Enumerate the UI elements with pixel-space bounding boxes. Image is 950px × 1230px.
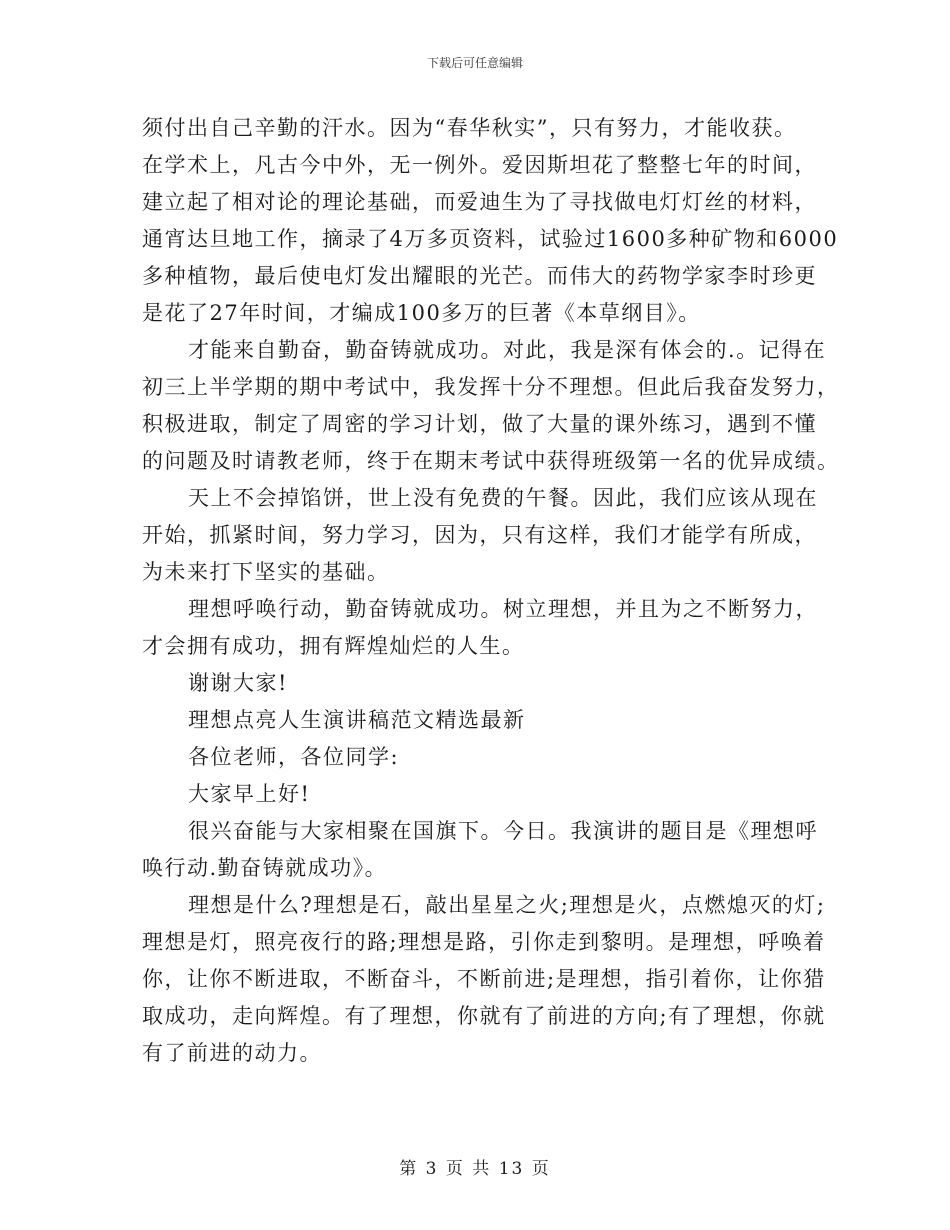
text-line: 唤行动.勤奋铸就成功》。 <box>142 856 388 880</box>
text-line: 多种植物，最后使电灯发出耀眼的光芒。而伟大的药物学家李时珍更 <box>142 264 817 288</box>
text-line: 理想是什么?理想是石，敲出星星之火;理想是火，点燃熄灭的灯; <box>188 893 826 917</box>
text-line: 初三上半学期的期中考试中，我发挥十分不理想。但此后我奋发努力， <box>142 375 840 399</box>
text-line: 很兴奋能与大家相聚在国旗下。今日。我演讲的题目是《理想呼 <box>188 819 818 843</box>
text-line: 是花了27年时间，才编成100多万的巨著《本草纲目》。 <box>142 301 701 325</box>
document-body <box>142 110 840 1072</box>
text-line: 建立起了相对论的理论基础，而爱迪生为了寻找做电灯灯丝的材料， <box>142 190 817 214</box>
salutation: 各位老师，各位同学: <box>188 745 400 769</box>
text-line: 的问题及时请教老师，终于在期末考试中获得班级第一名的优异成绩。 <box>142 449 840 473</box>
text-line: 须付出自己辛勤的汗水。因为“春华秋实”，只有努力，才能收获。 <box>142 116 797 140</box>
text-line: 理想呼唤行动，勤奋铸就成功。树立理想，并且为之不断努力， <box>188 597 818 621</box>
page-header: 下载后可任意编辑 <box>426 56 523 70</box>
section-title: 理想点亮人生演讲稿范文精选最新 <box>188 708 526 732</box>
text-line: 天上不会掉馅饼，世上没有免费的午餐。因此，我们应该从现在 <box>188 486 818 510</box>
text-line: 才会拥有成功，拥有辉煌灿烂的人生。 <box>142 634 525 658</box>
text-line: 积极进取，制定了周密的学习计划，做了大量的课外练习，遇到不懂 <box>142 412 817 436</box>
text-line: 取成功，走向辉煌。有了理想，你就有了前进的方向;有了理想，你就 <box>142 1004 826 1028</box>
text-line: 谢谢大家! <box>188 671 288 695</box>
greeting: 大家早上好! <box>188 782 311 806</box>
page-number-footer: 第 3 页 共 13 页 <box>399 1159 551 1179</box>
text-line: 你，让你不断进取，不断奋斗，不断前进;是理想，指引着你，让你猎 <box>142 967 826 991</box>
text-line: 在学术上，凡古今中外，无一例外。爱因斯坦花了整整七年的时间， <box>142 153 817 177</box>
text-line: 理想是灯，照亮夜行的路;理想是路，引你走到黎明。是理想，呼唤着 <box>142 930 826 954</box>
text-line: 为未来打下坚实的基础。 <box>142 560 390 584</box>
text-line: 开始，抓紧时间，努力学习，因为，只有这样，我们才能学有所成， <box>142 523 817 547</box>
text-line: 通宵达旦地工作，摘录了4万多页资料，试验过1600多种矿物和6000 <box>142 227 839 251</box>
text-line: 才能来自勤奋，勤奋铸就成功。对此，我是深有体会的.。记得在 <box>188 338 827 362</box>
text-line: 有了前进的动力。 <box>142 1041 322 1065</box>
